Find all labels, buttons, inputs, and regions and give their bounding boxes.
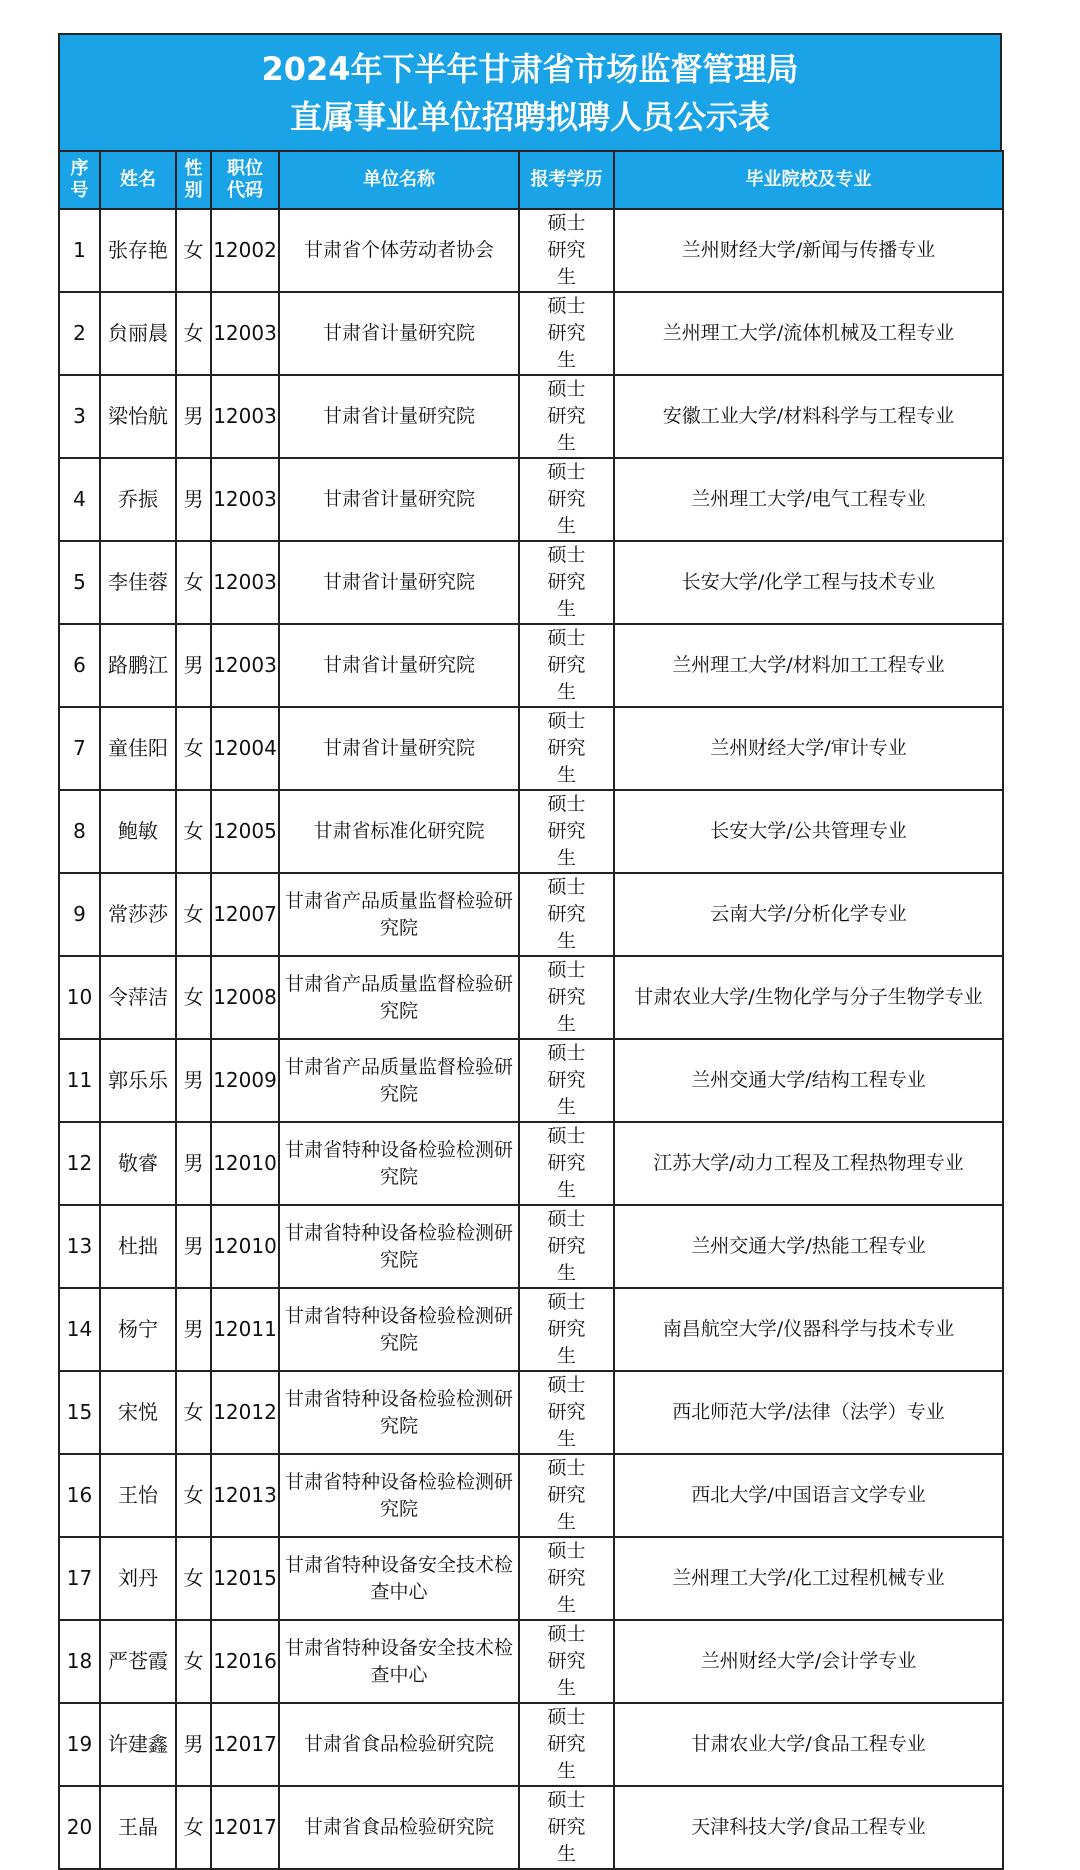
cell-name: 王晶: [100, 1786, 176, 1869]
cell-education: 硕士研究生: [519, 1620, 614, 1703]
cell-school: 南昌航空大学/仪器科学与技术专业: [614, 1288, 1003, 1371]
table-row: [59, 1537, 1003, 1620]
cell-gender: 男: [176, 458, 211, 541]
table-row: [59, 1122, 1003, 1205]
cell-unit: 甘肃省特种设备安全技术检查中心: [279, 1620, 519, 1703]
table-row: [59, 1205, 1003, 1288]
cell-code: 12010: [211, 1205, 279, 1288]
cell-unit: 甘肃省个体劳动者协会: [279, 209, 519, 292]
cell-education: 硕士研究生: [519, 1039, 614, 1122]
cell-name: 常莎莎: [100, 873, 176, 956]
cell-unit: 甘肃省特种设备检验检测研究院: [279, 1371, 519, 1454]
table-row: [59, 1371, 1003, 1454]
cell-unit: 甘肃省食品检验研究院: [279, 1786, 519, 1869]
cell-gender: 女: [176, 1537, 211, 1620]
cell-unit: 甘肃省标准化研究院: [279, 790, 519, 873]
cell-school: 兰州交通大学/热能工程专业: [614, 1205, 1003, 1288]
cell-gender: 女: [176, 1620, 211, 1703]
cell-name: 严苍霞: [100, 1620, 176, 1703]
table-row: [59, 1039, 1003, 1122]
cell-school: 兰州理工大学/化工过程机械专业: [614, 1537, 1003, 1620]
cell-code: 12017: [211, 1786, 279, 1869]
cell-index: 7: [59, 707, 100, 790]
cell-code: 12003: [211, 375, 279, 458]
cell-school: 兰州财经大学/新闻与传播专业: [614, 209, 1003, 292]
cell-gender: 女: [176, 1786, 211, 1869]
table-row: [59, 1620, 1003, 1703]
cell-unit: 甘肃省特种设备安全技术检查中心: [279, 1537, 519, 1620]
cell-gender: 女: [176, 873, 211, 956]
table-row: [59, 1288, 1003, 1371]
cell-school: 西北大学/中国语言文学专业: [614, 1454, 1003, 1537]
header-school: 毕业院校及专业: [614, 151, 1003, 209]
cell-index: 16: [59, 1454, 100, 1537]
cell-unit: 甘肃省特种设备检验检测研究院: [279, 1122, 519, 1205]
cell-gender: 男: [176, 375, 211, 458]
title-banner: [58, 33, 1002, 150]
cell-school: 兰州财经大学/会计学专业: [614, 1620, 1003, 1703]
table-row: [59, 956, 1003, 1039]
cell-index: 14: [59, 1288, 100, 1371]
table-row: [59, 1786, 1003, 1869]
cell-gender: 女: [176, 292, 211, 375]
cell-education: 硕士研究生: [519, 541, 614, 624]
cell-name: 鲍敏: [100, 790, 176, 873]
cell-unit: 甘肃省产品质量监督检验研究院: [279, 956, 519, 1039]
table-row: [59, 707, 1003, 790]
cell-index: 8: [59, 790, 100, 873]
cell-education: 硕士研究生: [519, 292, 614, 375]
cell-code: 12003: [211, 458, 279, 541]
cell-code: 12003: [211, 624, 279, 707]
cell-code: 12007: [211, 873, 279, 956]
cell-index: 10: [59, 956, 100, 1039]
cell-index: 5: [59, 541, 100, 624]
cell-school: 西北师范大学/法律（法学）专业: [614, 1371, 1003, 1454]
cell-name: 敬睿: [100, 1122, 176, 1205]
cell-code: 12017: [211, 1703, 279, 1786]
cell-education: 硕士研究生: [519, 458, 614, 541]
table-row: [59, 1454, 1003, 1537]
cell-name: 杜拙: [100, 1205, 176, 1288]
cell-gender: 女: [176, 790, 211, 873]
cell-school: 安徽工业大学/材料科学与工程专业: [614, 375, 1003, 458]
cell-name: 杨宁: [100, 1288, 176, 1371]
cell-education: 硕士研究生: [519, 1288, 614, 1371]
cell-unit: 甘肃省计量研究院: [279, 624, 519, 707]
cell-school: 兰州理工大学/材料加工工程专业: [614, 624, 1003, 707]
cell-school: 兰州理工大学/流体机械及工程专业: [614, 292, 1003, 375]
cell-index: 6: [59, 624, 100, 707]
cell-code: 12013: [211, 1454, 279, 1537]
cell-name: 乔振: [100, 458, 176, 541]
header-name: 姓名: [100, 151, 176, 209]
cell-code: 12002: [211, 209, 279, 292]
cell-index: 17: [59, 1537, 100, 1620]
cell-code: 12009: [211, 1039, 279, 1122]
cell-gender: 男: [176, 1039, 211, 1122]
cell-unit: 甘肃省食品检验研究院: [279, 1703, 519, 1786]
candidate-table: [58, 150, 1004, 1870]
table-row: [59, 624, 1003, 707]
cell-education: 硕士研究生: [519, 1703, 614, 1786]
header-unit: 单位名称: [279, 151, 519, 209]
cell-code: 12015: [211, 1537, 279, 1620]
cell-name: 郭乐乐: [100, 1039, 176, 1122]
table-row: [59, 790, 1003, 873]
cell-gender: 女: [176, 956, 211, 1039]
cell-education: 硕士研究生: [519, 375, 614, 458]
cell-code: 12011: [211, 1288, 279, 1371]
cell-code: 12004: [211, 707, 279, 790]
table-row: [59, 873, 1003, 956]
title-line-2: 直属事业单位招聘拟聘人员公示表: [289, 97, 770, 136]
cell-education: 硕士研究生: [519, 1786, 614, 1869]
cell-code: 12012: [211, 1371, 279, 1454]
cell-code: 12003: [211, 541, 279, 624]
cell-unit: 甘肃省计量研究院: [279, 458, 519, 541]
cell-name: 刘丹: [100, 1537, 176, 1620]
cell-education: 硕士研究生: [519, 624, 614, 707]
cell-school: 兰州交通大学/结构工程专业: [614, 1039, 1003, 1122]
cell-name: 童佳阳: [100, 707, 176, 790]
cell-school: 兰州财经大学/审计专业: [614, 707, 1003, 790]
cell-name: 贠丽晨: [100, 292, 176, 375]
cell-education: 硕士研究生: [519, 873, 614, 956]
cell-name: 宋悦: [100, 1371, 176, 1454]
cell-code: 12003: [211, 292, 279, 375]
cell-gender: 男: [176, 1288, 211, 1371]
cell-index: 11: [59, 1039, 100, 1122]
cell-education: 硕士研究生: [519, 209, 614, 292]
cell-name: 张存艳: [100, 209, 176, 292]
cell-gender: 女: [176, 1371, 211, 1454]
cell-education: 硕士研究生: [519, 1537, 614, 1620]
table-body: [59, 209, 1003, 1869]
cell-name: 梁怡航: [100, 375, 176, 458]
cell-gender: 男: [176, 624, 211, 707]
cell-gender: 女: [176, 1454, 211, 1537]
cell-code: 12005: [211, 790, 279, 873]
table-row: [59, 541, 1003, 624]
table-row: [59, 292, 1003, 375]
cell-school: 云南大学/分析化学专业: [614, 873, 1003, 956]
header-gender: 性别: [176, 151, 211, 209]
cell-gender: 女: [176, 707, 211, 790]
cell-unit: 甘肃省产品质量监督检验研究院: [279, 1039, 519, 1122]
cell-index: 3: [59, 375, 100, 458]
cell-index: 1: [59, 209, 100, 292]
cell-unit: 甘肃省特种设备检验检测研究院: [279, 1205, 519, 1288]
title-line-1: 2024年下半年甘肃省市场监督管理局: [261, 49, 799, 88]
table-header-row: [59, 151, 1003, 209]
cell-school: 天津科技大学/食品工程专业: [614, 1786, 1003, 1869]
cell-index: 2: [59, 292, 100, 375]
cell-gender: 女: [176, 541, 211, 624]
cell-unit: 甘肃省计量研究院: [279, 707, 519, 790]
table-row: [59, 209, 1003, 292]
cell-unit: 甘肃省计量研究院: [279, 541, 519, 624]
cell-gender: 男: [176, 1205, 211, 1288]
header-education: 报考学历: [519, 151, 614, 209]
table-row: [59, 375, 1003, 458]
cell-gender: 男: [176, 1703, 211, 1786]
cell-unit: 甘肃省计量研究院: [279, 375, 519, 458]
cell-school: 兰州理工大学/电气工程专业: [614, 458, 1003, 541]
cell-name: 路鹏江: [100, 624, 176, 707]
cell-school: 甘肃农业大学/食品工程专业: [614, 1703, 1003, 1786]
cell-education: 硕士研究生: [519, 1122, 614, 1205]
cell-name: 王怡: [100, 1454, 176, 1537]
cell-code: 12016: [211, 1620, 279, 1703]
header-index: 序号: [59, 151, 100, 209]
cell-school: 长安大学/化学工程与技术专业: [614, 541, 1003, 624]
table-row: [59, 1703, 1003, 1786]
cell-name: 令萍洁: [100, 956, 176, 1039]
cell-code: 12010: [211, 1122, 279, 1205]
cell-school: 江苏大学/动力工程及工程热物理专业: [614, 1122, 1003, 1205]
cell-gender: 男: [176, 1122, 211, 1205]
header-code: 职位代码: [211, 151, 279, 209]
cell-index: 18: [59, 1620, 100, 1703]
cell-education: 硕士研究生: [519, 1454, 614, 1537]
cell-index: 12: [59, 1122, 100, 1205]
cell-gender: 女: [176, 209, 211, 292]
cell-index: 15: [59, 1371, 100, 1454]
cell-education: 硕士研究生: [519, 790, 614, 873]
cell-unit: 甘肃省计量研究院: [279, 292, 519, 375]
cell-code: 12008: [211, 956, 279, 1039]
cell-education: 硕士研究生: [519, 956, 614, 1039]
cell-education: 硕士研究生: [519, 1205, 614, 1288]
cell-education: 硕士研究生: [519, 1371, 614, 1454]
cell-index: 20: [59, 1786, 100, 1869]
cell-unit: 甘肃省特种设备检验检测研究院: [279, 1454, 519, 1537]
cell-school: 甘肃农业大学/生物化学与分子生物学专业: [614, 956, 1003, 1039]
cell-index: 9: [59, 873, 100, 956]
cell-index: 4: [59, 458, 100, 541]
cell-school: 长安大学/公共管理专业: [614, 790, 1003, 873]
cell-index: 13: [59, 1205, 100, 1288]
cell-unit: 甘肃省特种设备检验检测研究院: [279, 1288, 519, 1371]
cell-name: 许建鑫: [100, 1703, 176, 1786]
cell-name: 李佳蓉: [100, 541, 176, 624]
table-row: [59, 458, 1003, 541]
cell-index: 19: [59, 1703, 100, 1786]
cell-unit: 甘肃省产品质量监督检验研究院: [279, 873, 519, 956]
announcement-sheet: [58, 33, 1002, 1870]
cell-education: 硕士研究生: [519, 707, 614, 790]
